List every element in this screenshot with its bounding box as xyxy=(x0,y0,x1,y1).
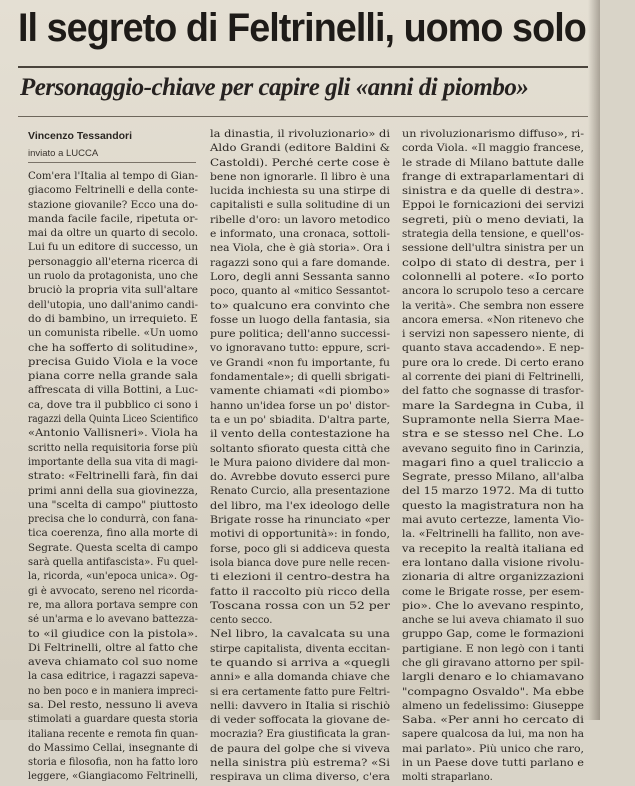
text-line: ancora emersa. «Non ritenevo che xyxy=(402,314,584,326)
text-line: Brigate rosse ha rinunciato «per xyxy=(210,515,390,527)
text-line: in un Paese dove tutti parlano e xyxy=(402,758,584,770)
text-line: italiana recente e remota fin quan- xyxy=(28,728,198,740)
text-line: almeno un fedelissimo: Giuseppe xyxy=(402,700,584,712)
subtitle: Personaggio-chiave per capire gli «anni di piombo» xyxy=(20,74,529,101)
text-line: strato: «Feltrinelli farà, fin dai xyxy=(28,471,198,483)
text-line: Di Feltrinelli, oltre al fatto che xyxy=(28,642,198,654)
author-byline: Vincenzo Tessandori xyxy=(28,130,133,142)
text-line: Segrate, presso Milano, all'alba xyxy=(402,472,584,484)
text-line: ta e un po' sbiadita. D'altra parte, xyxy=(210,414,390,426)
text-line: frange di extraparlamentari di xyxy=(402,171,584,183)
article-column-3 xyxy=(402,128,584,786)
text-line: stazione giovanile? Ecco una do- xyxy=(28,199,198,211)
text-line: precisa Guido Viola e la voce xyxy=(28,356,198,368)
text-line: lucida inchiesta su una stirpe di xyxy=(210,186,390,198)
text-line: questo la magistratura non ha xyxy=(402,500,584,512)
text-line: "compagno Osvaldo". Ma ebbe xyxy=(402,686,584,698)
text-line: pure politica; dell'anno successi- xyxy=(210,329,390,341)
text-line: si era certamente fatto pure Feltri- xyxy=(210,686,390,698)
text-line: anni» e alla domanda chiave che xyxy=(210,672,390,684)
text-line: anche se lui aveva chiamato il suo xyxy=(402,615,584,627)
text-line: manda facile facile, ripetuta or- xyxy=(28,213,198,225)
text-line: leggere, «Giangiacomo Feltrinelli, xyxy=(28,771,198,783)
text-line: Com'era l'Italia al tempo di Gian- xyxy=(28,171,198,182)
text-line: te quando si arriva a «quegli xyxy=(210,657,390,669)
text-line: ancora lo scrupolo teso a cercare xyxy=(402,286,584,298)
text-line: un ruolo da protagonista, uno che xyxy=(28,271,198,283)
text-line: la, ricorda, «un'epoca unica». Og- xyxy=(28,571,198,583)
text-line: mai parlato». Più unico che raro, xyxy=(402,743,584,755)
text-line: piana corre nella grande sala xyxy=(28,371,198,383)
subtitle-rule xyxy=(18,116,588,117)
text-line: corda Viola. «Il maggio francese, xyxy=(402,143,584,155)
article-column-1 xyxy=(28,170,217,785)
text-line: gruppo Gap, come le formazioni xyxy=(402,629,584,641)
text-line: va recepito la realtà italiana ed xyxy=(402,543,584,555)
text-line: Toscana rossa con un 52 per xyxy=(210,600,390,612)
text-line: dell'utopia, uno dall'animo candi- xyxy=(28,299,198,311)
text-line: forse, poco gli si addiceva questa xyxy=(210,543,390,555)
text-line: mai avuto certezze, lamenta Vio- xyxy=(402,515,584,527)
text-line: sinistra e da quelle di destra». xyxy=(402,186,584,198)
text-line: storia e filosofia, non ha fatto loro xyxy=(28,757,198,769)
text-line: ragazzi della Quinta Liceo Scientifico xyxy=(28,414,198,426)
text-line: stirpe capitalista, diventa eccitan- xyxy=(210,643,390,655)
text-line: come le Brigate rosse, per esem- xyxy=(402,586,584,598)
text-line: primi anni della sua giovinezza, xyxy=(28,485,198,497)
text-line: strategia della tensione, e quell'os- xyxy=(402,229,584,241)
text-line: fatto il raccolto più ricco della xyxy=(210,586,390,598)
text-line: sa. Del resto, nessuno li aveva xyxy=(28,699,198,711)
text-line: poco, quanto al «mitico Sessantot- xyxy=(210,286,390,298)
text-line: una "scelta di campo" piuttosto xyxy=(28,499,198,511)
text-line: ribelle d'oro: un lavoro metodico xyxy=(210,214,390,226)
text-line: quanto stava accadendo». E nep- xyxy=(402,343,584,355)
text-line: cento secco. xyxy=(210,615,273,627)
text-line: segreti, più o meno deviati, la xyxy=(402,214,584,226)
text-line: hanno un'idea forse un po' distor- xyxy=(210,400,390,412)
text-line: no ben poco e in maniera impreci- xyxy=(28,685,198,697)
text-line: magari fino a quel traliccio a xyxy=(402,457,584,469)
text-line: i servizi non sapessero niente, di xyxy=(402,329,584,341)
text-line: «Antonio Vallisneri». Viola ha xyxy=(28,428,198,440)
text-line: de paura del golpe che si viveva xyxy=(210,743,390,755)
text-line: affrescata di villa Bottini, a Luc- xyxy=(28,385,198,397)
text-line: personaggio all'eterna ricerca di xyxy=(28,256,198,268)
text-line: capitalisti e sulla solitudine di un xyxy=(210,200,390,212)
text-line: un comunista ribelle. «Un uomo xyxy=(28,328,198,340)
text-line: era lontano dalla visione rivolu- xyxy=(402,557,584,569)
page-edge-shadow xyxy=(588,0,600,720)
text-line: fondamentale»; di quelli sbrigati- xyxy=(210,372,390,384)
text-line: Renato Curcio, alla presentazione xyxy=(210,486,390,498)
text-line: nelli: davvero in Italia si rischiò xyxy=(210,700,390,712)
text-line: re, ma allora portava sempre con xyxy=(28,599,198,611)
text-line: zionaria di altre organizzazioni xyxy=(402,572,584,584)
text-line: nella sinistra più estrema? «Si xyxy=(210,758,390,770)
text-line: Saba. «Per anni ho cercato di xyxy=(402,715,584,727)
text-line: colpo di stato di destra, per i xyxy=(402,257,584,269)
text-line: stimolati a guardare questa storia xyxy=(28,714,198,726)
text-line: vamente chiamati «di piombo» xyxy=(210,386,390,398)
text-line: Supramonte nella Sierra Mae- xyxy=(402,414,584,426)
text-line: Nel libro, la cavalcata su una xyxy=(210,629,390,641)
text-line: al corrente dei piani di Feltrinelli, xyxy=(402,372,584,384)
dateline: inviato a LUCCA xyxy=(28,148,99,159)
text-line: sapere qualcosa da lui, ma non ha xyxy=(402,729,584,741)
text-line: avevano seguito fino in Carinzia, xyxy=(402,443,584,455)
text-line: e informato, una cronaca, sottoli- xyxy=(210,229,390,241)
text-line: do di bambino, un irrequieto. E xyxy=(28,313,198,325)
text-line: precisa che lo condurrà, con fana- xyxy=(28,514,198,526)
text-line: mai da oltre un quarto di secolo. xyxy=(28,228,198,240)
text-line: mare la Sardegna in Cuba, il xyxy=(402,400,584,412)
text-line: ca, dove tra il pubblico ci sono i xyxy=(28,399,198,411)
text-line: le strade di Milano battute dalle xyxy=(402,157,584,169)
text-line: pio». Che lo avevano respinto, xyxy=(402,600,584,612)
text-line: ragazzi sono qui a fare domande. xyxy=(210,257,390,269)
text-line: sessione dell'ultra sinistra per un xyxy=(402,243,584,255)
text-line: Segrate. Questa scelta di campo xyxy=(28,542,198,554)
text-line: la casa editrice, i ragazzi sapeva- xyxy=(28,671,198,683)
text-line: bene non ignorarle. Il libro è una xyxy=(210,171,390,183)
text-line: aveva chiamato col suo nome xyxy=(28,657,198,669)
text-line: sé un'arma e lo avevano battezza- xyxy=(28,614,198,626)
text-line: del libro, ma l'ex ideologo delle xyxy=(210,500,390,512)
text-line: tica coerenza, fino alla morte di xyxy=(28,528,198,540)
text-line: Eppoi le fornicazioni dei servizi xyxy=(402,200,584,212)
text-line: importante della sua vita di magi- xyxy=(28,456,198,468)
text-line: un rivoluzionarismo diffuso», ri- xyxy=(402,129,584,140)
text-line: stra e se stesso nel Che. Lo xyxy=(402,429,584,441)
byline-rule xyxy=(28,162,196,163)
text-line: giacomo Feltrinelli e della conte- xyxy=(28,185,198,197)
article-column-2 xyxy=(210,128,390,786)
text-line: pure ora lo crede. Di certo erano xyxy=(402,357,584,369)
text-line: scritto nella requisitoria forse più xyxy=(28,442,198,454)
text-line: Lui fu un editore di successo, un xyxy=(28,242,198,254)
text-line: la. «Feltrinelli ha fallito, non ave- xyxy=(402,529,584,541)
text-line: largli denaro e lo chiamavano xyxy=(402,672,584,684)
text-line: del 15 marzo 1972. Ma di tutto xyxy=(402,486,584,498)
text-line: partigiane. E non legò con i tanti xyxy=(402,643,584,655)
text-line: del fatto che sognasse di trasfor- xyxy=(402,386,584,398)
text-line: ve Grandi «non fu importante, fu xyxy=(210,357,390,369)
text-line: bruciò la propria vita sull'altare xyxy=(28,285,198,297)
text-line: il vento della contestazione ha xyxy=(210,429,390,441)
text-line: molti straparlano. xyxy=(402,772,493,784)
text-line: soltanto sfiorato questa città che xyxy=(210,443,390,455)
text-line: che gli giravano attorno per spil- xyxy=(402,657,584,669)
text-line: motivi di opportunità»: in fondo, xyxy=(210,529,390,541)
text-line: le Mura paiono dividere dal mon- xyxy=(210,457,390,469)
text-line: la verità». Che sembra non essere xyxy=(402,300,584,312)
text-line: colonnelli al potere. «Io porto xyxy=(402,271,584,283)
headline: Il segreto di Feltrinelli, uomo solo xyxy=(18,6,586,50)
text-line: isola bianca dove pure nelle recen- xyxy=(210,557,390,569)
text-line: do Massimo Cellai, insegnante di xyxy=(28,742,198,754)
text-line: di veder soffocata la giovane de- xyxy=(210,715,390,727)
text-line: vo ignoravano tutto: eppure, scri- xyxy=(210,343,390,355)
text-line: ti elezioni il centro-destra ha xyxy=(210,572,390,584)
text-line: gi è avvocato, sereno nel ricorda- xyxy=(28,585,198,597)
text-line: to» qualcuno era convinto che xyxy=(210,300,390,312)
headline-rule xyxy=(18,66,588,68)
text-line: to «il giudice con la pistola». xyxy=(28,628,198,640)
text-line: do. Avrebbe dovuto esserci pure xyxy=(210,472,390,484)
text-line: sarà quella antifascista». Fu quel- xyxy=(28,557,198,569)
text-line: nea Viola, che è già storia». Ora i xyxy=(210,243,390,255)
text-line: respirava un clima diverso, c'era xyxy=(210,772,390,784)
text-line: mocrazia? Era giustificata la gran- xyxy=(210,729,390,741)
text-line: la dinastia, il rivoluzionario» di xyxy=(210,129,390,140)
text-line: Aldo Grandi (editore Baldini & xyxy=(210,143,390,155)
text-line: che ha sofferto di solitudine», xyxy=(28,342,198,354)
text-line: Castoldi). Perché certe cose è xyxy=(210,157,390,169)
text-line: fosse un luogo della fantasia, sia xyxy=(210,314,390,326)
text-line: Loro, degli anni Sessanta sanno xyxy=(210,271,390,283)
